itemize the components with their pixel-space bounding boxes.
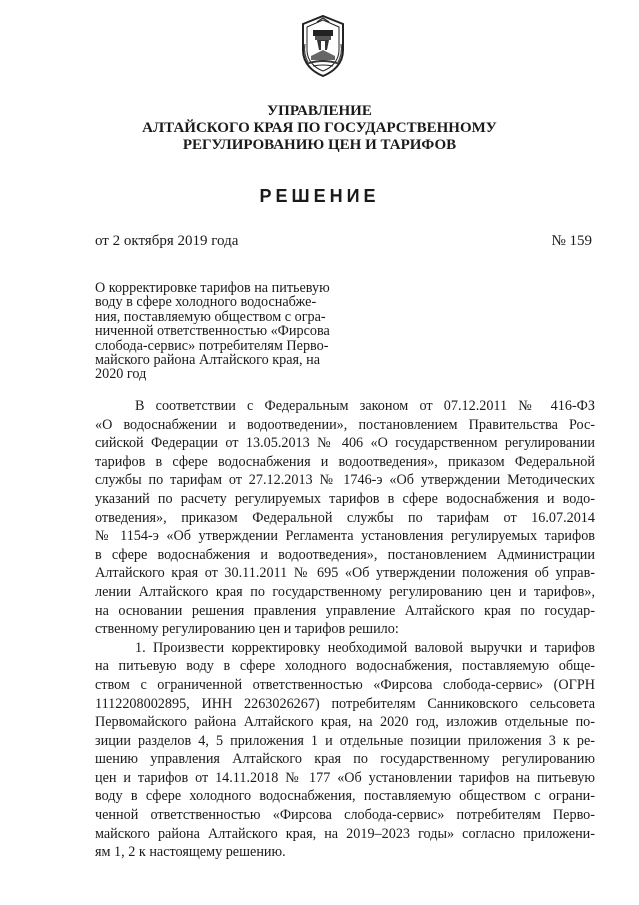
subject-line: О корректировке тарифов на питьевую xyxy=(95,280,330,296)
body-line: шению управления Алтайского края по государственному регулированию xyxy=(95,751,595,768)
organization-name xyxy=(0,103,639,154)
subject-line: ниченной ответственностью «Фирсова xyxy=(95,323,330,340)
body-line: 1112208002895, ИНН 2263026267) потребителям Санниковского сельсовета xyxy=(95,695,595,712)
body-line: Алтайского края от 30.11.2011 № 695 «Об утверждении положения об управ- xyxy=(95,565,595,582)
body-line: на питьевую воду в сфере холодного водоснабжения, поставляемую обще- xyxy=(95,658,595,675)
subject-line: ния, поставляемую обществом с огра- xyxy=(95,308,326,325)
coat-of-arms-emblem xyxy=(299,14,347,78)
org-line: РЕГУЛИРОВАНИЮ ЦЕН И ТАРИФОВ xyxy=(182,137,457,153)
body-line: ством с ограниченной ответственностью «Фирсова слобода-сервис» (ОГРН xyxy=(95,676,595,693)
body-line: «О водоснабжении и водоотведении», постановлением Правительства Рос- xyxy=(95,416,595,433)
document-date: от 2 октября 2019 года xyxy=(95,233,239,249)
document-body xyxy=(95,397,595,862)
body-line: воду в сфере холодного водоснабжения, поставляемую обществом с ограни- xyxy=(95,788,595,805)
body-line: сийской Федерации от 13.05.2013 № 406 «О государственном регулировании xyxy=(95,435,595,452)
body-line: ственному регулированию цен и тарифов решило: xyxy=(95,621,399,638)
body-line: майского района Алтайского края, на 2019–2023 годы» согласно приложени- xyxy=(95,825,595,842)
org-line: АЛТАЙСКОГО КРАЯ ПО ГОСУДАРСТВЕННОМУ xyxy=(142,120,497,136)
body-line: отведения», приказом Федеральной службы по тарифам от 16.07.2014 xyxy=(95,509,595,526)
body-line: в сфере водоснабжения и водоотведения», постановлением Администрации xyxy=(95,546,595,563)
subject-line: майского района Алтайского края, на xyxy=(95,352,321,369)
body-line: службы по тарифам от 27.12.2013 № 1746-э «Об утверждении Методических xyxy=(95,472,595,489)
document-number: № 159 xyxy=(551,233,592,249)
body-line: ченной ответственностью «Фирсова слобода-сервис» потребителям Перво- xyxy=(95,807,595,824)
body-line: 1. Произвести корректировку необходимой валовой выручки и тарифов xyxy=(135,639,595,656)
body-line: зиции разделов 4, 5 приложения 1 и отдельные позиции приложения 3 к ре- xyxy=(95,732,595,749)
body-line: Первомайского района Алтайского края, на 2020 год, изложив отдельные по- xyxy=(95,714,595,731)
body-line: В соответствии с Федеральным законом от 07.12.2011 № 416-ФЗ xyxy=(135,398,595,414)
body-line: цен и тарифов от 14.11.2018 № 177 «Об установлении тарифов на питьевую xyxy=(95,769,595,786)
org-line: УПРАВЛЕНИЕ xyxy=(267,103,372,119)
subject-line: воду в сфере холодного водоснабже- xyxy=(95,294,317,311)
body-line: лении Алтайского края по государственному регулированию цен и тарифов», xyxy=(95,583,595,600)
body-line: тарифов в сфере водоснабжения и водоотведения», приказом Федеральной xyxy=(95,453,595,470)
document-subject xyxy=(95,281,380,382)
body-line: № 1154-э «Об утверждении Регламента установления регулируемых тарифов xyxy=(95,528,595,545)
body-line: на основании решения правления управление Алтайского края по государ- xyxy=(95,602,595,619)
subject-line: слобода-сервис» потребителям Перво- xyxy=(95,337,329,354)
body-line: ям 1, 2 к настоящему решению. xyxy=(95,844,286,861)
document-type-title: РЕШЕНИЕ xyxy=(259,186,380,206)
subject-line: 2020 год xyxy=(95,366,147,383)
body-line: указаний по расчету регулируемых тарифов в сфере водоснабжения и водо- xyxy=(95,490,595,507)
